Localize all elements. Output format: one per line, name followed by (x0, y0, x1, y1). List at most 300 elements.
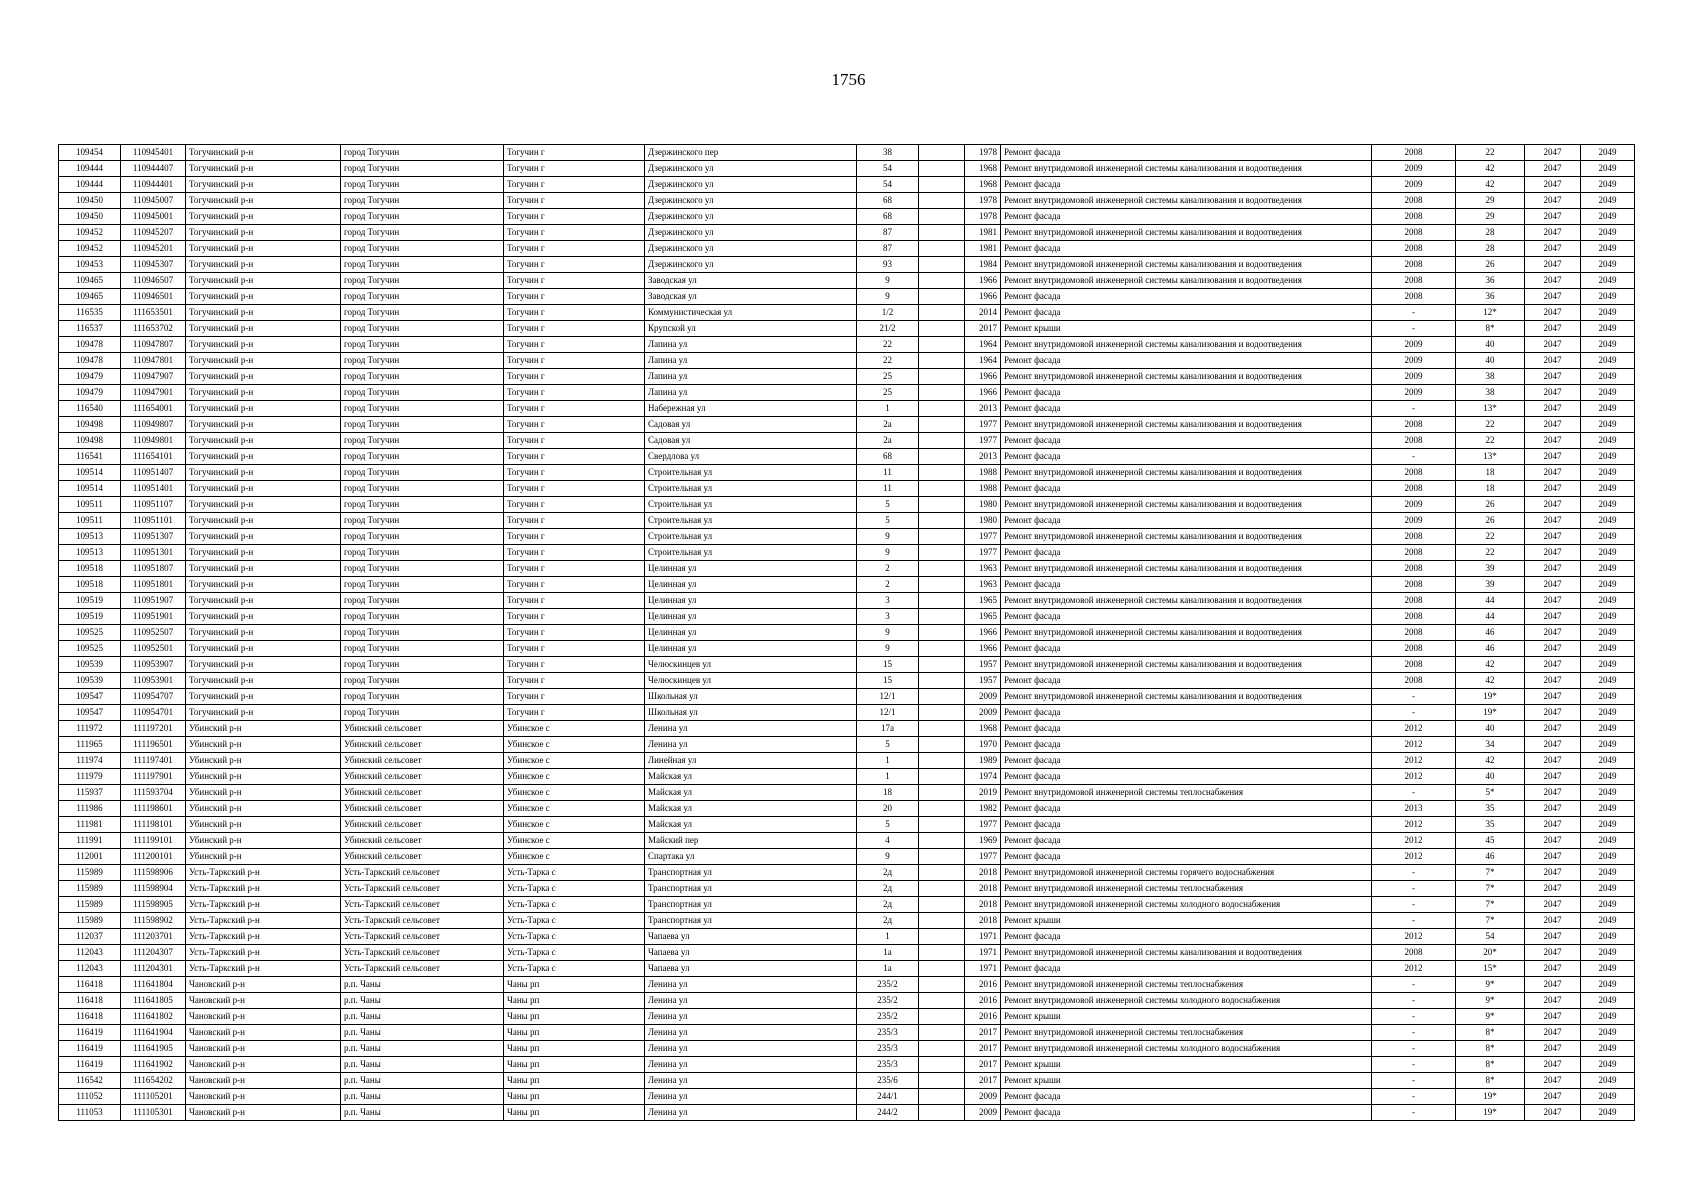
cell-house-number: 9 (857, 545, 919, 561)
cell-house-id: 112001 (59, 849, 121, 865)
cell-municipality: город Тогучин (341, 337, 504, 353)
cell-street: Челюскинцев ул (645, 657, 857, 673)
cell-house-id: 112043 (59, 945, 121, 961)
cell-extra (919, 721, 965, 737)
cell-work-type: Ремонт крыши (1001, 1073, 1372, 1089)
cell-house-id: 116542 (59, 1073, 121, 1089)
cell-plan-end: 2049 (1581, 385, 1635, 401)
cell-plan-start: 2047 (1525, 1009, 1581, 1025)
cell-municipality: город Тогучин (341, 433, 504, 449)
cell-record-code: 110954701 (121, 705, 186, 721)
cell-plan-end: 2049 (1581, 897, 1635, 913)
cell-house-id: 111974 (59, 753, 121, 769)
table-row (59, 561, 1635, 577)
cell-wear: 9* (1456, 977, 1525, 993)
cell-wear: 7* (1456, 913, 1525, 929)
cell-work-type: Ремонт фасада (1001, 241, 1372, 257)
cell-plan-start: 2047 (1525, 641, 1581, 657)
cell-district: Усть-Таркский р-н (186, 945, 341, 961)
table-row (59, 209, 1635, 225)
cell-plan-start: 2047 (1525, 801, 1581, 817)
cell-extra (919, 625, 965, 641)
cell-last-repair-year: 2012 (1372, 833, 1456, 849)
cell-district: Чановский р-н (186, 1025, 341, 1041)
cell-settlement: Усть-Тарка с (504, 865, 645, 881)
cell-district: Тогучинский р-н (186, 145, 341, 161)
cell-house-id: 112043 (59, 961, 121, 977)
table-row (59, 945, 1635, 961)
cell-municipality: город Тогучин (341, 241, 504, 257)
cell-year-built: 1977 (965, 545, 1001, 561)
cell-plan-end: 2049 (1581, 577, 1635, 593)
cell-plan-end: 2049 (1581, 353, 1635, 369)
cell-extra (919, 657, 965, 673)
cell-work-type: Ремонт фасада (1001, 401, 1372, 417)
cell-plan-end: 2049 (1581, 865, 1635, 881)
cell-house-number: 1 (857, 769, 919, 785)
cell-house-number: 54 (857, 177, 919, 193)
cell-municipality: Усть-Таркский сельсовет (341, 881, 504, 897)
cell-municipality: город Тогучин (341, 561, 504, 577)
cell-municipality: город Тогучин (341, 401, 504, 417)
cell-year-built: 1963 (965, 577, 1001, 593)
cell-plan-start: 2047 (1525, 529, 1581, 545)
cell-year-built: 1966 (965, 641, 1001, 657)
cell-district: Тогучинский р-н (186, 673, 341, 689)
cell-work-type: Ремонт фасада (1001, 769, 1372, 785)
cell-plan-start: 2047 (1525, 561, 1581, 577)
cell-year-built: 2016 (965, 977, 1001, 993)
cell-municipality: город Тогучин (341, 273, 504, 289)
cell-plan-end: 2049 (1581, 993, 1635, 1009)
cell-settlement: Чаны рп (504, 1073, 645, 1089)
cell-municipality: город Тогучин (341, 609, 504, 625)
cell-work-type: Ремонт фасада (1001, 145, 1372, 161)
cell-record-code: 110944401 (121, 177, 186, 193)
cell-street: Строительная ул (645, 497, 857, 513)
cell-municipality: Убинский сельсовет (341, 753, 504, 769)
cell-year-built: 1963 (965, 561, 1001, 577)
cell-extra (919, 1105, 965, 1121)
cell-plan-end: 2049 (1581, 273, 1635, 289)
cell-district: Тогучинский р-н (186, 609, 341, 625)
cell-settlement: Тогучин г (504, 593, 645, 609)
cell-street: Строительная ул (645, 529, 857, 545)
cell-district: Тогучинский р-н (186, 641, 341, 657)
cell-house-id: 109450 (59, 193, 121, 209)
cell-plan-start: 2047 (1525, 977, 1581, 993)
cell-settlement: Тогучин г (504, 657, 645, 673)
cell-year-built: 1966 (965, 625, 1001, 641)
cell-plan-end: 2049 (1581, 737, 1635, 753)
cell-street: Целинная ул (645, 609, 857, 625)
cell-settlement: Тогучин г (504, 481, 645, 497)
cell-district: Тогучинский р-н (186, 337, 341, 353)
cell-plan-end: 2049 (1581, 753, 1635, 769)
cell-record-code: 111598905 (121, 897, 186, 913)
cell-municipality: город Тогучин (341, 545, 504, 561)
cell-extra (919, 161, 965, 177)
cell-wear: 7* (1456, 897, 1525, 913)
cell-house-number: 68 (857, 193, 919, 209)
cell-district: Тогучинский р-н (186, 481, 341, 497)
cell-year-built: 1978 (965, 193, 1001, 209)
cell-last-repair-year: 2008 (1372, 257, 1456, 273)
cell-year-built: 2018 (965, 881, 1001, 897)
cell-last-repair-year: 2009 (1372, 161, 1456, 177)
cell-settlement: Усть-Тарка с (504, 929, 645, 945)
cell-house-id: 109511 (59, 497, 121, 513)
cell-settlement: Тогучин г (504, 465, 645, 481)
cell-settlement: Тогучин г (504, 177, 645, 193)
cell-plan-end: 2049 (1581, 705, 1635, 721)
cell-municipality: Убинский сельсовет (341, 849, 504, 865)
cell-settlement: Чаны рп (504, 977, 645, 993)
cell-record-code: 110952507 (121, 625, 186, 641)
cell-district: Тогучинский р-н (186, 161, 341, 177)
cell-extra (919, 897, 965, 913)
cell-house-id: 116418 (59, 1009, 121, 1025)
cell-plan-start: 2047 (1525, 273, 1581, 289)
cell-house-id: 109519 (59, 609, 121, 625)
cell-district: Убинский р-н (186, 785, 341, 801)
cell-house-number: 2 (857, 561, 919, 577)
cell-plan-start: 2047 (1525, 145, 1581, 161)
cell-district: Тогучинский р-н (186, 241, 341, 257)
cell-work-type: Ремонт крыши (1001, 321, 1372, 337)
cell-settlement: Тогучин г (504, 145, 645, 161)
cell-last-repair-year: 2008 (1372, 657, 1456, 673)
cell-municipality: город Тогучин (341, 209, 504, 225)
cell-plan-end: 2049 (1581, 513, 1635, 529)
cell-house-number: 1а (857, 945, 919, 961)
cell-record-code: 110946501 (121, 289, 186, 305)
cell-settlement: Усть-Тарка с (504, 961, 645, 977)
cell-house-number: 9 (857, 529, 919, 545)
cell-wear: 38 (1456, 369, 1525, 385)
cell-street: Майская ул (645, 769, 857, 785)
table-row (59, 369, 1635, 385)
cell-street: Чапаева ул (645, 929, 857, 945)
cell-extra (919, 353, 965, 369)
cell-municipality: город Тогучин (341, 193, 504, 209)
cell-last-repair-year: 2012 (1372, 849, 1456, 865)
cell-house-number: 15 (857, 657, 919, 673)
cell-house-id: 116418 (59, 993, 121, 1009)
cell-settlement: Тогучин г (504, 305, 645, 321)
cell-extra (919, 289, 965, 305)
cell-street: Школьная ул (645, 689, 857, 705)
cell-plan-start: 2047 (1525, 481, 1581, 497)
table-row (59, 865, 1635, 881)
cell-plan-start: 2047 (1525, 1089, 1581, 1105)
cell-street: Майская ул (645, 801, 857, 817)
cell-extra (919, 385, 965, 401)
cell-street: Чапаева ул (645, 945, 857, 961)
cell-municipality: город Тогучин (341, 593, 504, 609)
cell-work-type: Ремонт внутридомовой инженерной системы канализования и водоотведения (1001, 593, 1372, 609)
cell-house-number: 68 (857, 449, 919, 465)
cell-street: Целинная ул (645, 577, 857, 593)
cell-year-built: 2017 (965, 1025, 1001, 1041)
cell-street: Целинная ул (645, 561, 857, 577)
cell-wear: 9* (1456, 1009, 1525, 1025)
cell-work-type: Ремонт внутридомовой инженерной системы канализования и водоотведения (1001, 945, 1372, 961)
cell-house-id: 116540 (59, 401, 121, 417)
cell-last-repair-year: 2008 (1372, 529, 1456, 545)
cell-settlement: Тогучин г (504, 193, 645, 209)
cell-plan-start: 2047 (1525, 625, 1581, 641)
table-row (59, 433, 1635, 449)
cell-year-built: 2017 (965, 321, 1001, 337)
cell-plan-end: 2049 (1581, 241, 1635, 257)
cell-street: Крупской ул (645, 321, 857, 337)
cell-street: Строительная ул (645, 481, 857, 497)
cell-settlement: Тогучин г (504, 337, 645, 353)
cell-wear: 22 (1456, 529, 1525, 545)
cell-record-code: 111197201 (121, 721, 186, 737)
cell-plan-end: 2049 (1581, 689, 1635, 705)
cell-extra (919, 449, 965, 465)
cell-last-repair-year: 2012 (1372, 769, 1456, 785)
cell-work-type: Ремонт фасада (1001, 353, 1372, 369)
cell-settlement: Усть-Тарка с (504, 897, 645, 913)
cell-record-code: 110951907 (121, 593, 186, 609)
cell-settlement: Тогучин г (504, 273, 645, 289)
cell-work-type: Ремонт внутридомовой инженерной системы канализования и водоотведения (1001, 273, 1372, 289)
cell-wear: 46 (1456, 849, 1525, 865)
cell-last-repair-year: 2008 (1372, 241, 1456, 257)
cell-wear: 18 (1456, 481, 1525, 497)
cell-plan-start: 2047 (1525, 385, 1581, 401)
cell-house-number: 5 (857, 817, 919, 833)
cell-municipality: р.п. Чаны (341, 1105, 504, 1121)
cell-house-id: 109518 (59, 577, 121, 593)
cell-settlement: Тогучин г (504, 369, 645, 385)
cell-work-type: Ремонт фасада (1001, 609, 1372, 625)
cell-house-id: 109478 (59, 337, 121, 353)
cell-wear: 22 (1456, 145, 1525, 161)
cell-district: Тогучинский р-н (186, 209, 341, 225)
table-row (59, 833, 1635, 849)
table-row (59, 737, 1635, 753)
table-row (59, 161, 1635, 177)
cell-record-code: 110951101 (121, 513, 186, 529)
cell-settlement: Чаны рп (504, 1089, 645, 1105)
table-row (59, 513, 1635, 529)
cell-record-code: 111200101 (121, 849, 186, 865)
cell-extra (919, 561, 965, 577)
cell-year-built: 2016 (965, 1009, 1001, 1025)
cell-house-id: 116535 (59, 305, 121, 321)
cell-last-repair-year: 2008 (1372, 609, 1456, 625)
cell-wear: 13* (1456, 449, 1525, 465)
cell-work-type: Ремонт фасада (1001, 1089, 1372, 1105)
cell-plan-start: 2047 (1525, 753, 1581, 769)
cell-street: Ленина ул (645, 737, 857, 753)
cell-extra (919, 433, 965, 449)
cell-street: Дзержинского ул (645, 161, 857, 177)
cell-settlement: Убинское с (504, 849, 645, 865)
cell-plan-end: 2049 (1581, 609, 1635, 625)
cell-settlement: Убинское с (504, 785, 645, 801)
cell-last-repair-year: 2009 (1372, 337, 1456, 353)
cell-street: Ленина ул (645, 1073, 857, 1089)
cell-work-type: Ремонт внутридомовой инженерной системы теплоснабжения (1001, 977, 1372, 993)
cell-municipality: город Тогучин (341, 417, 504, 433)
register-body (59, 145, 1635, 1121)
cell-street: Ленина ул (645, 1057, 857, 1073)
cell-work-type: Ремонт фасада (1001, 961, 1372, 977)
cell-record-code: 110953901 (121, 673, 186, 689)
cell-extra (919, 1073, 965, 1089)
cell-work-type: Ремонт фасада (1001, 513, 1372, 529)
cell-settlement: Чаны рп (504, 1025, 645, 1041)
cell-wear: 8* (1456, 1057, 1525, 1073)
cell-last-repair-year: - (1372, 1041, 1456, 1057)
cell-plan-start: 2047 (1525, 897, 1581, 913)
cell-district: Тогучинский р-н (186, 289, 341, 305)
cell-street: Ленина ул (645, 1089, 857, 1105)
cell-municipality: Усть-Таркский сельсовет (341, 945, 504, 961)
cell-year-built: 1971 (965, 945, 1001, 961)
cell-year-built: 1966 (965, 273, 1001, 289)
cell-street: Транспортная ул (645, 865, 857, 881)
cell-record-code: 110951301 (121, 545, 186, 561)
cell-wear: 7* (1456, 881, 1525, 897)
cell-house-id: 109514 (59, 481, 121, 497)
cell-house-id: 111052 (59, 1089, 121, 1105)
cell-record-code: 110951401 (121, 481, 186, 497)
cell-house-number: 5 (857, 497, 919, 513)
cell-house-id: 109465 (59, 289, 121, 305)
cell-street: Ленина ул (645, 977, 857, 993)
cell-extra (919, 321, 965, 337)
cell-plan-start: 2047 (1525, 465, 1581, 481)
cell-street: Ленина ул (645, 1041, 857, 1057)
cell-wear: 22 (1456, 545, 1525, 561)
cell-plan-start: 2047 (1525, 961, 1581, 977)
cell-settlement: Тогучин г (504, 257, 645, 273)
cell-district: Тогучинский р-н (186, 513, 341, 529)
cell-record-code: 111204301 (121, 961, 186, 977)
cell-street: Транспортная ул (645, 897, 857, 913)
cell-plan-end: 2049 (1581, 449, 1635, 465)
cell-street: Чапаева ул (645, 961, 857, 977)
cell-work-type: Ремонт внутридомовой инженерной системы канализования и водоотведения (1001, 689, 1372, 705)
cell-settlement: Тогучин г (504, 433, 645, 449)
cell-wear: 45 (1456, 833, 1525, 849)
cell-street: Транспортная ул (645, 881, 857, 897)
cell-house-number: 54 (857, 161, 919, 177)
cell-district: Тогучинский р-н (186, 657, 341, 673)
cell-house-id: 109514 (59, 465, 121, 481)
cell-house-number: 12/1 (857, 689, 919, 705)
cell-house-id: 109452 (59, 241, 121, 257)
table-row (59, 545, 1635, 561)
cell-settlement: Тогучин г (504, 161, 645, 177)
table-row (59, 673, 1635, 689)
cell-year-built: 1989 (965, 753, 1001, 769)
cell-extra (919, 257, 965, 273)
cell-extra (919, 497, 965, 513)
cell-work-type: Ремонт крыши (1001, 1057, 1372, 1073)
cell-district: Тогучинский р-н (186, 577, 341, 593)
cell-house-number: 38 (857, 145, 919, 161)
cell-last-repair-year: 2012 (1372, 961, 1456, 977)
cell-district: Тогучинский р-н (186, 305, 341, 321)
cell-last-repair-year: - (1372, 305, 1456, 321)
cell-street: Лапина ул (645, 385, 857, 401)
cell-last-repair-year: - (1372, 1089, 1456, 1105)
cell-year-built: 1964 (965, 353, 1001, 369)
cell-plan-end: 2049 (1581, 481, 1635, 497)
cell-record-code: 110947807 (121, 337, 186, 353)
cell-settlement: Тогучин г (504, 353, 645, 369)
cell-work-type: Ремонт внутридомовой инженерной системы теплоснабжения (1001, 1025, 1372, 1041)
cell-settlement: Тогучин г (504, 321, 645, 337)
cell-district: Тогучинский р-н (186, 705, 341, 721)
cell-district: Чановский р-н (186, 1105, 341, 1121)
cell-house-number: 3 (857, 593, 919, 609)
cell-plan-start: 2047 (1525, 433, 1581, 449)
cell-house-id: 111979 (59, 769, 121, 785)
cell-work-type: Ремонт крыши (1001, 913, 1372, 929)
cell-municipality: город Тогучин (341, 145, 504, 161)
cell-plan-start: 2047 (1525, 257, 1581, 273)
cell-district: Тогучинский р-н (186, 193, 341, 209)
cell-last-repair-year: 2008 (1372, 273, 1456, 289)
table-row (59, 753, 1635, 769)
cell-plan-start: 2047 (1525, 1025, 1581, 1041)
cell-street: Лапина ул (645, 369, 857, 385)
cell-district: Тогучинский р-н (186, 497, 341, 513)
table-row (59, 1009, 1635, 1025)
cell-house-id: 116537 (59, 321, 121, 337)
cell-wear: 26 (1456, 497, 1525, 513)
cell-settlement: Убинское с (504, 801, 645, 817)
cell-record-code: 111593704 (121, 785, 186, 801)
cell-wear: 19* (1456, 689, 1525, 705)
cell-last-repair-year: - (1372, 1073, 1456, 1089)
cell-wear: 38 (1456, 385, 1525, 401)
cell-district: Усть-Таркский р-н (186, 865, 341, 881)
cell-work-type: Ремонт внутридомовой инженерной системы канализования и водоотведения (1001, 465, 1372, 481)
cell-street: Садовая ул (645, 433, 857, 449)
cell-house-id: 109498 (59, 433, 121, 449)
table-row (59, 225, 1635, 241)
cell-district: Тогучинский р-н (186, 433, 341, 449)
cell-street: Школьная ул (645, 705, 857, 721)
table-row (59, 609, 1635, 625)
cell-district: Убинский р-н (186, 753, 341, 769)
cell-last-repair-year: - (1372, 449, 1456, 465)
cell-house-id: 115989 (59, 881, 121, 897)
cell-year-built: 1978 (965, 209, 1001, 225)
cell-house-number: 22 (857, 353, 919, 369)
cell-house-number: 25 (857, 385, 919, 401)
cell-wear: 42 (1456, 177, 1525, 193)
cell-plan-start: 2047 (1525, 417, 1581, 433)
table-row (59, 401, 1635, 417)
cell-extra (919, 913, 965, 929)
cell-house-number: 87 (857, 225, 919, 241)
cell-last-repair-year: 2009 (1372, 513, 1456, 529)
table-row (59, 193, 1635, 209)
cell-plan-end: 2049 (1581, 1089, 1635, 1105)
cell-house-id: 116541 (59, 449, 121, 465)
cell-year-built: 1969 (965, 833, 1001, 849)
